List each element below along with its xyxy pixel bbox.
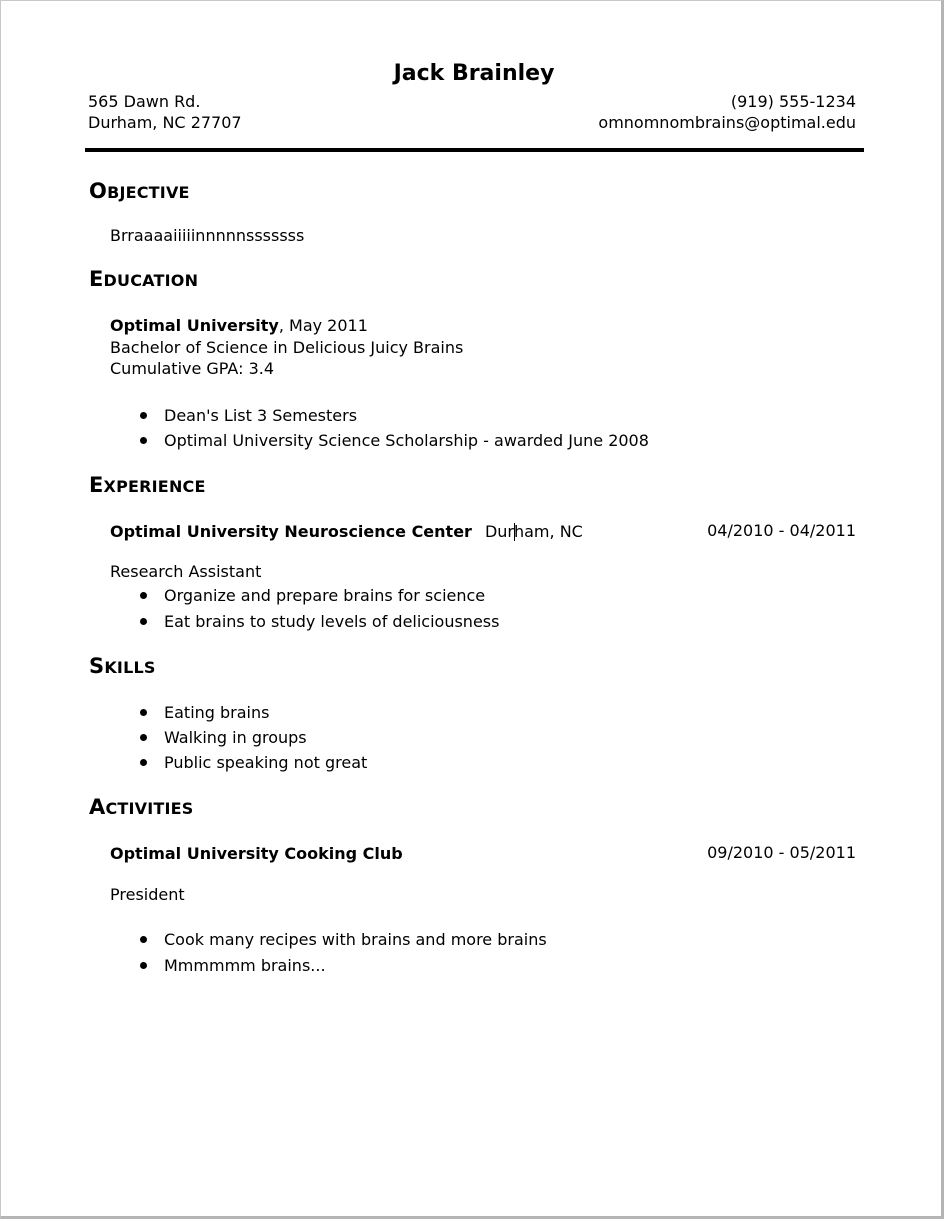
activity-role: President — [110, 885, 185, 904]
bullet-icon — [140, 962, 147, 969]
education-heading: EDUCATION — [89, 267, 199, 291]
bullet-icon — [140, 618, 147, 625]
bullet-icon — [140, 592, 147, 599]
employer-name: Optimal University Neuroscience Center — [110, 522, 472, 541]
experience-bullet-item: Eat brains to study levels of deliciousness — [164, 612, 500, 631]
graduation-date: , May 2011 — [278, 316, 368, 335]
bullet-icon — [140, 936, 147, 943]
bullet-icon — [140, 759, 147, 766]
school-name: Optimal University — [110, 316, 279, 335]
bullet-icon — [140, 412, 147, 419]
degree: Bachelor of Science in Delicious Juicy Brains — [110, 338, 464, 357]
education-school-line — [110, 315, 368, 336]
employer-location: Durham, NC — [484, 522, 583, 541]
objective-heading: OBJECTIVE — [89, 179, 190, 203]
job-title: Research Assistant — [110, 562, 262, 581]
education-bullet-item: Dean's List 3 Semesters — [164, 406, 358, 425]
phone-number: (919) 555-1234 — [730, 92, 856, 111]
skill-item: Eating brains — [164, 703, 270, 722]
activity-org: Optimal University Cooking Club — [110, 844, 403, 863]
activity-bullet-item: Mmmmmm brains... — [164, 956, 326, 975]
skill-item: Walking in groups — [164, 728, 307, 747]
address-line-1: 565 Dawn Rd. — [88, 92, 201, 111]
email-address: omnomnombrains@optimal.edu — [598, 113, 856, 132]
gpa: Cumulative GPA: 3.4 — [110, 359, 275, 378]
experience-heading: EXPERIENCE — [89, 473, 206, 497]
education-bullet-item: Optimal University Science Scholarship - awarded June 2008 — [164, 431, 649, 450]
experience-org-line — [110, 521, 583, 542]
experience-bullet-item: Organize and prepare brains for science — [164, 586, 486, 605]
activities-heading: ACTIVITIES — [89, 795, 194, 819]
skills-heading: SKILLS — [89, 654, 156, 678]
address-line-2: Durham, NC 27707 — [88, 113, 242, 132]
activity-bullet-item: Cook many recipes with brains and more brains — [164, 930, 547, 949]
bullet-icon — [140, 437, 147, 444]
objective-text: Brraaaaiiiiinnnnnsssssss — [110, 226, 305, 245]
resume-name: Jack Brainley — [393, 61, 555, 86]
experience-dates: 04/2010 - 04/2011 — [707, 521, 856, 540]
bullet-icon — [140, 709, 147, 716]
bullet-icon — [140, 734, 147, 741]
skill-item: Public speaking not great — [164, 753, 368, 772]
header-divider — [85, 148, 864, 152]
activity-dates: 09/2010 - 05/2011 — [707, 843, 856, 862]
